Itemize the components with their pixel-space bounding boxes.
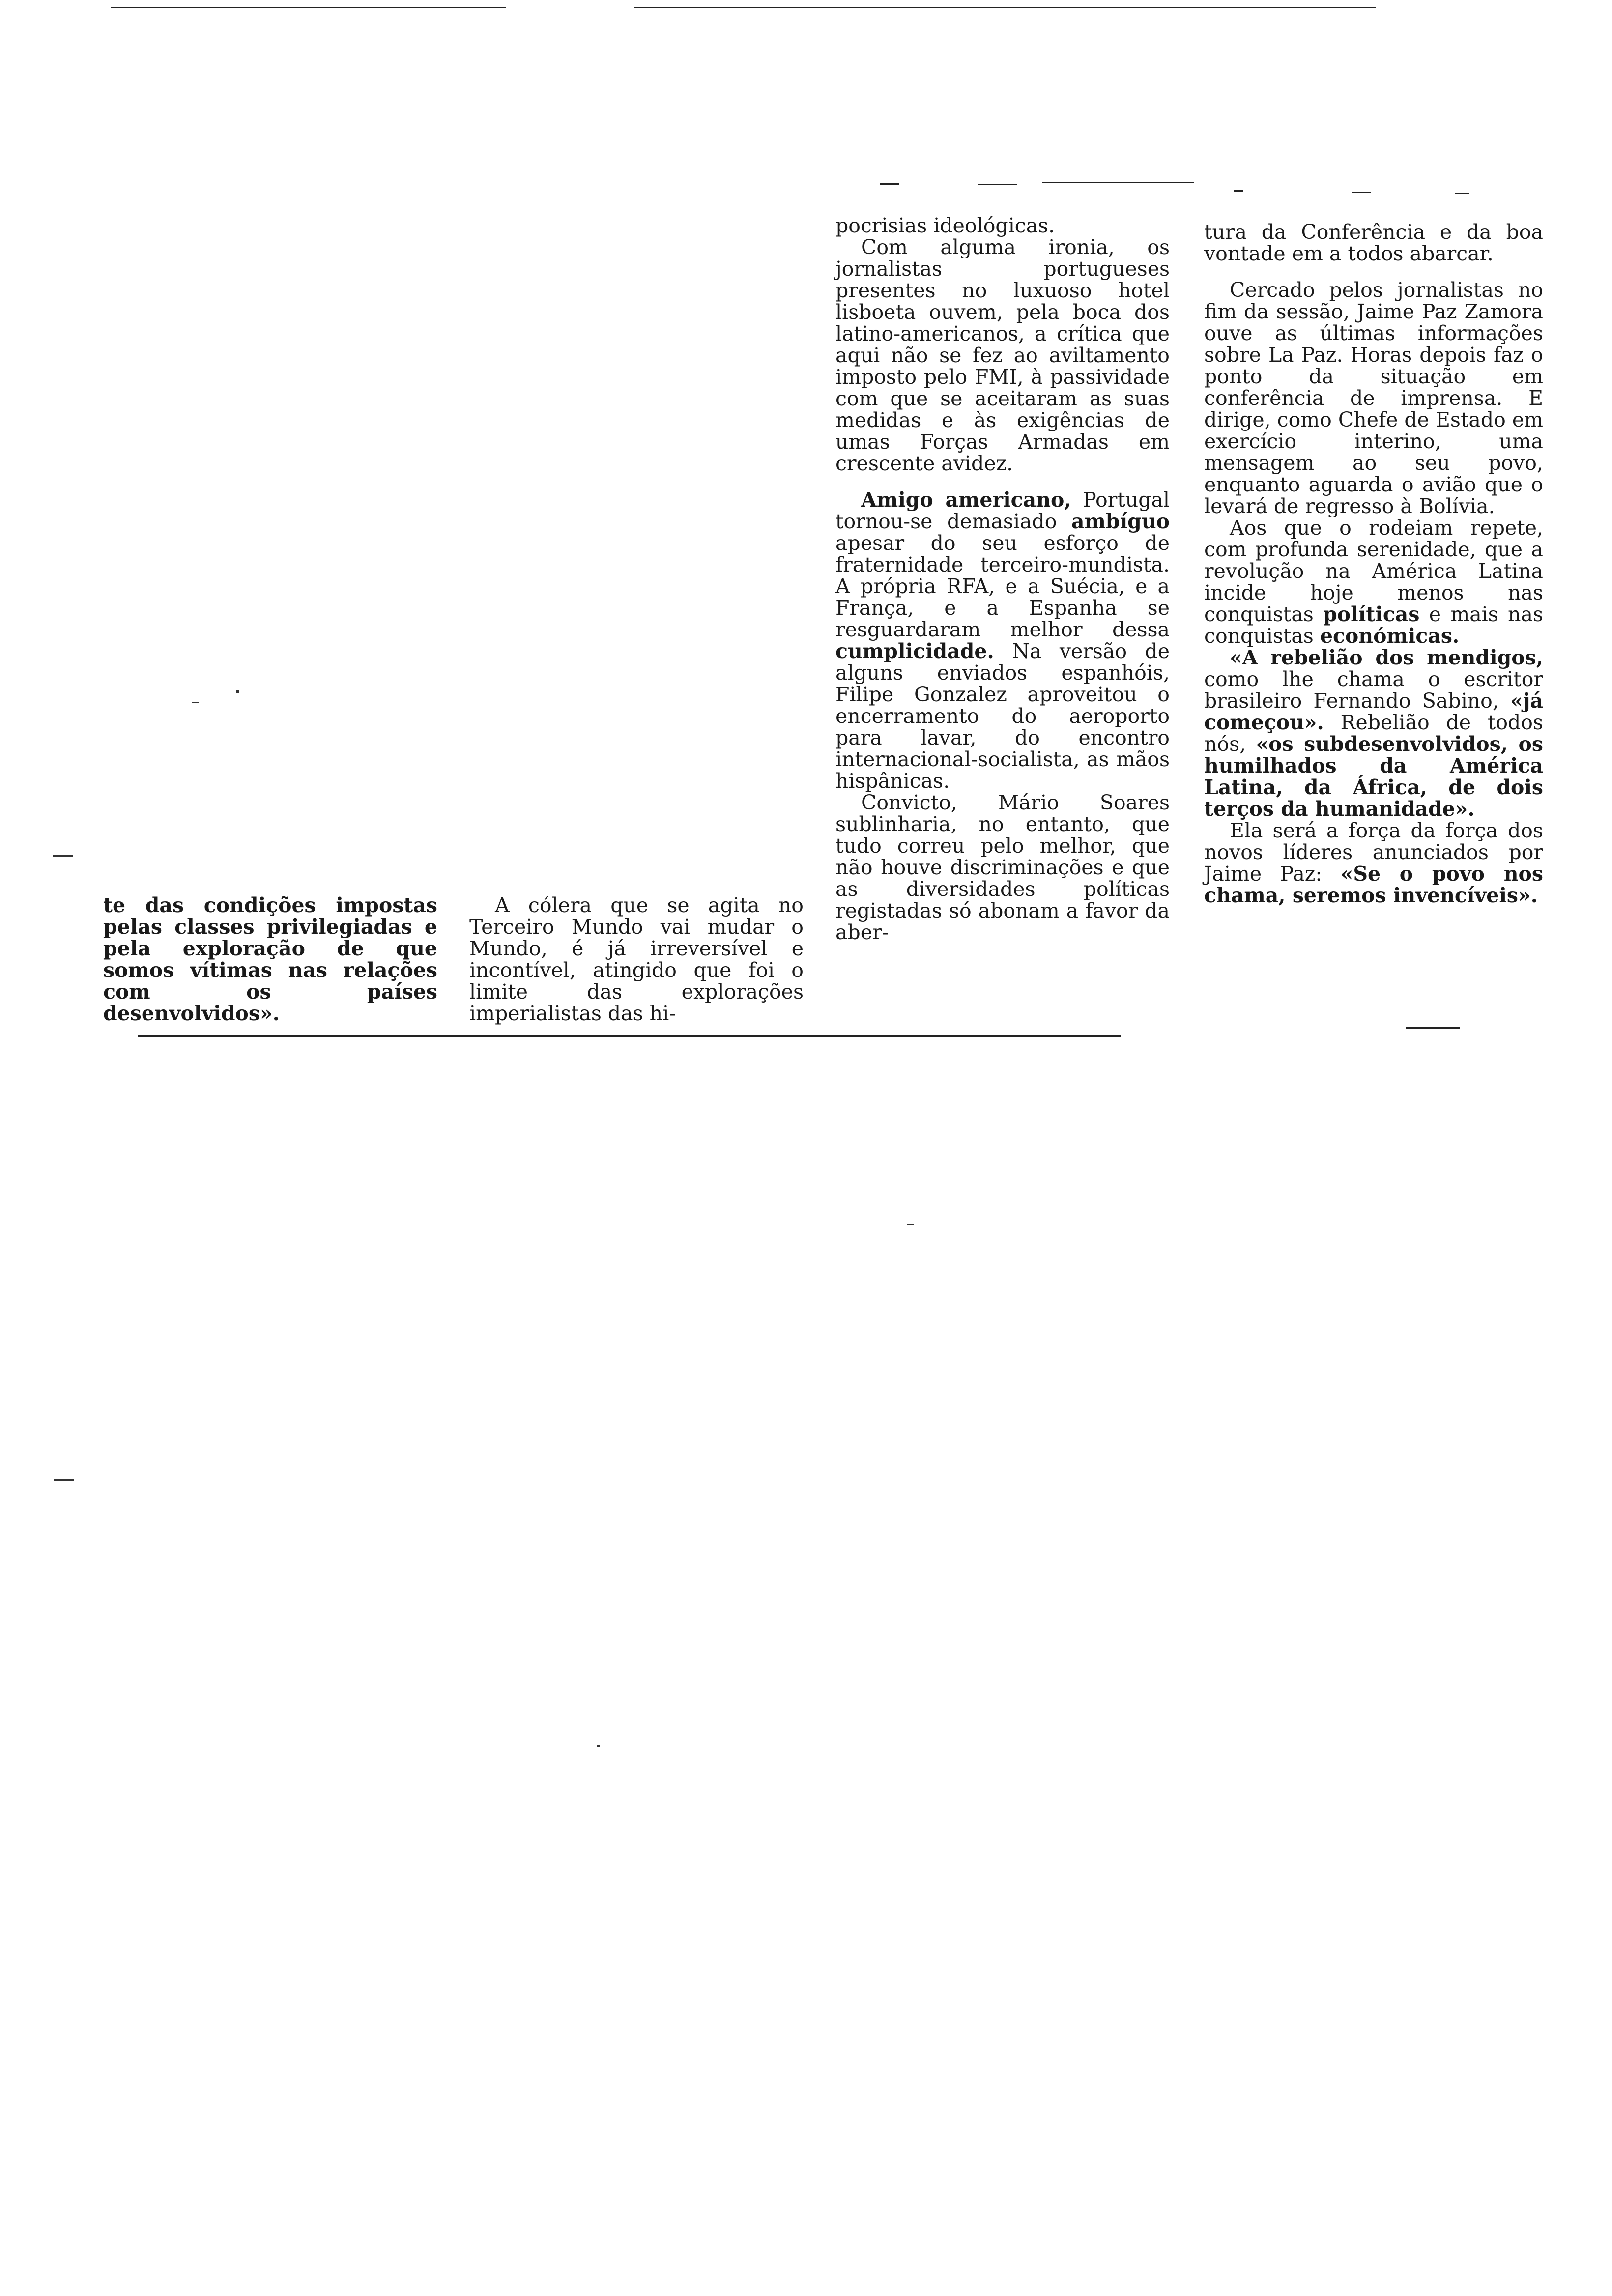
header-rule-fragment (978, 184, 1017, 185)
bold-phrase: cumplicidade. (835, 639, 994, 663)
paragraph (1204, 820, 1543, 906)
paragraph: Com alguma ironia, os jornalistas portugueses presentes no luxuoso hotel lisboeta ouvem, pela boca dos latino-americanos, a crítica que aqui não se fez ao aviltamento imposto pelo FMI, à passividade com que se aceitaram as suas medidas e às exigências de umas Forças Armadas em crescente avidez. (835, 235, 1170, 475)
bold-lead: Amigo americano, (861, 488, 1071, 512)
bold-quote: «Se o povo nos chama, seremos invencíveis». (1204, 862, 1543, 907)
bottom-rule (138, 1035, 1121, 1037)
paragraph: tura da Conferência e da boa vontade em a todos abarcar. (1204, 220, 1543, 265)
paragraph: te das condições impostas pelas classes privilegiadas e pela exploração de que somos vítimas nas relações com os países desenvolvidos». (103, 893, 437, 1025)
text-run: Na versão de alguns enviados espanhóis, Filipe Gonzalez aproveitou o encerramento do aeroporto para lavar, do encontro internacional-socialista, as mãos hispânicas. (835, 639, 1170, 793)
paragraph (1204, 647, 1543, 820)
article-column-2 (469, 894, 804, 1024)
bold-phrase: políticas (1323, 603, 1420, 626)
scan-speck (53, 855, 73, 857)
scan-speck (54, 1479, 74, 1481)
header-rule-fragment (1234, 190, 1243, 192)
article-column-4 (1204, 221, 1543, 906)
top-rule-left (111, 7, 506, 8)
text-run: e mais nas conquistas (1204, 603, 1543, 648)
scan-speck (236, 690, 239, 693)
top-rule-right (634, 7, 1376, 8)
header-rule-fragment (1042, 182, 1194, 183)
bottom-rule-fragment (1406, 1027, 1460, 1029)
scan-speck (907, 1224, 914, 1225)
paragraph (835, 489, 1170, 792)
article-column-1 (103, 894, 437, 1024)
text-run: Ela será a força da força dos novos líderes anunciados por Jaime Paz: (1204, 819, 1543, 886)
paragraph: Convicto, Mário Soares sublinharia, no entanto, que tudo correu pelo melhor, que não houve discriminações e que as diversidades políticas registadas só abonam a favor da aber- (835, 791, 1170, 944)
text-run: Aos que o rodeiam repete, com profunda serenidade, que a revolução na América Latina incide hoje menos nas conquistas (1204, 516, 1543, 626)
paragraph (1204, 517, 1543, 647)
paragraph: A cólera que se agita no Terceiro Mundo vai mudar o Mundo, é já irreversível e incontível, atingido que foi o limite das explorações imperialistas das hi- (469, 893, 804, 1025)
header-rule-fragment (880, 183, 899, 185)
text-run: como lhe chama o escritor brasileiro Fernando Sabino, (1204, 667, 1543, 713)
scan-speck (192, 702, 199, 703)
bold-quote: «A rebelião dos mendigos, (1230, 646, 1543, 669)
header-rule-fragment (1455, 193, 1469, 194)
text-run: apesar do seu esforço de fraternidade terceiro-mundista. A própria RFA, e a Suécia, e a França, e a Espanha se resguardaram melhor dessa (835, 531, 1170, 641)
paragraph: Cercado pelos jornalistas no fim da sessão, Jaime Paz Zamora ouve as últimas informações sobre La Paz. Horas depois faz o ponto da situação em conferência de imprensa. E dirige, como Chefe de Estado em exercício interino, uma mensagem ao seu povo, enquanto aguarda o avião que o levará de regresso à Bolívia. (1204, 278, 1543, 518)
paragraph: pocrisias ideológicas. (835, 214, 1055, 237)
bold-quote: «os subdesenvolvidos, os humilhados da América Latina, da África, de dois terços da humanidade». (1204, 732, 1543, 821)
header-rule-fragment (1352, 192, 1371, 193)
bold-phrase: ambíguo (1071, 510, 1170, 533)
text-run: Portugal tornou-se demasiado (835, 488, 1170, 533)
article-column-3 (835, 215, 1170, 943)
scan-speck (597, 1745, 600, 1747)
text-run: Rebelião de todos nós, (1204, 711, 1543, 756)
bold-phrase: económicas. (1320, 624, 1460, 648)
bold-quote: «já começou». (1204, 689, 1543, 734)
